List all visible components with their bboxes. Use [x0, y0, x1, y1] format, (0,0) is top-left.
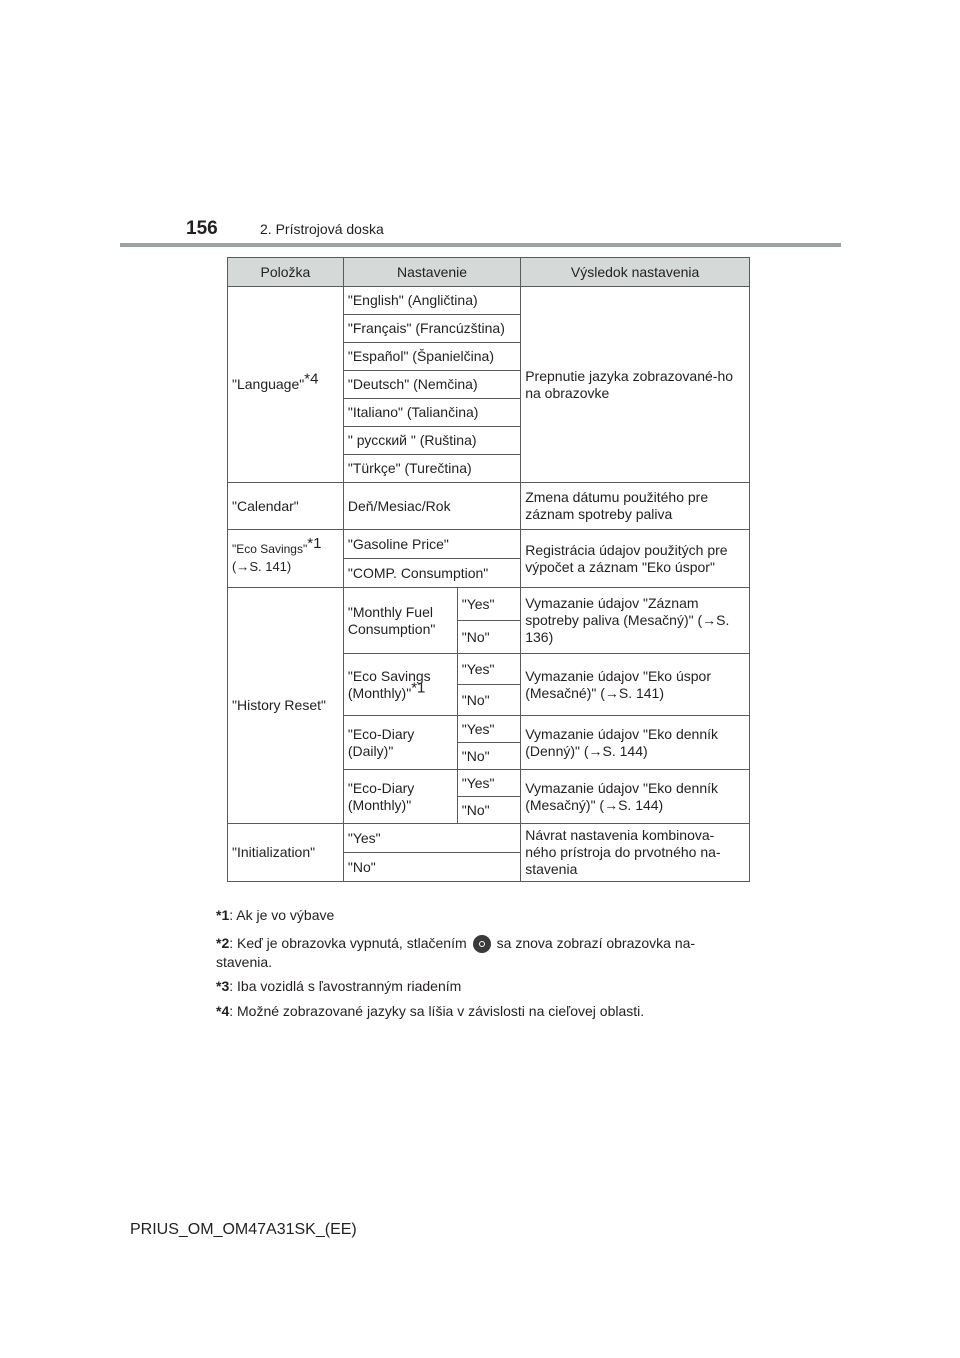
history-result: Vymazanie údajov "Eko denník (Denný)" (→S. 144) [521, 716, 750, 770]
language-option: " русский " (Ruština) [343, 427, 520, 455]
header-rule [120, 243, 841, 247]
footnote-3: *3: Iba vozidlá s ľavostranným riadením [216, 978, 462, 994]
language-option: "Deutsch" (Nemčina) [343, 371, 520, 399]
table-header-row [228, 258, 750, 287]
language-option: "Español" (Španielčina) [343, 343, 520, 371]
history-yes: "Yes" [457, 588, 520, 621]
page-number: 156 [186, 218, 218, 239]
table-row [228, 287, 750, 315]
history-yes: "Yes" [457, 654, 520, 685]
header-item: Položka [228, 258, 344, 287]
history-no: "No" [457, 743, 520, 770]
section-title: 2. Prístrojová doska [260, 221, 384, 237]
history-no: "No" [457, 621, 520, 654]
history-no: "No" [457, 797, 520, 824]
language-option: "Français" (Francúzština) [343, 315, 520, 343]
history-reset-item: "History Reset" [228, 588, 344, 824]
history-result: Vymazanie údajov "Záznam spotreby paliva (Mesačný)" (→S. 136) [521, 588, 750, 654]
eco-savings-option: "COMP. Consumption" [343, 559, 520, 588]
history-yes: "Yes" [457, 716, 520, 743]
language-item: "Language"$^{*4}$ [228, 287, 344, 483]
eco-savings-result: Registrácia údajov použitých pre výpočet a záznam "Eko úspor" [521, 530, 750, 588]
history-yes: "Yes" [457, 770, 520, 797]
table-row [228, 588, 750, 621]
history-group-label: "Eco-Diary (Daily)" [343, 716, 457, 770]
language-result: Prepnutie jazyka zobrazované-ho na obrazovke [521, 287, 750, 483]
eco-savings-item: "Eco Savings"$^{*1}$ (→S. 141) [228, 530, 344, 588]
initialization-item: "Initialization" [228, 824, 344, 882]
table-row [228, 824, 750, 853]
initialization-option: "Yes" [343, 824, 520, 853]
header-setting: Nastavenie [343, 258, 520, 287]
header-result: Výsledok nastavenia [521, 258, 750, 287]
odo-trip-button-icon [473, 935, 491, 953]
calendar-setting: Deň/Mesiac/Rok [343, 483, 520, 530]
footnote-1: *1: Ak je vo výbave [216, 907, 335, 923]
language-option: "Italiano" (Taliančina) [343, 399, 520, 427]
footnote-2: *2: Keď je obrazovka vypnutá, stlačením sa znova zobrazí obrazovka na-stavenia. [216, 935, 696, 971]
eco-savings-option: "Gasoline Price" [343, 530, 520, 559]
history-result: Vymazanie údajov "Eko úspor (Mesačné)" (→S. 141) [521, 654, 750, 716]
table-row [228, 483, 750, 530]
settings-table [227, 257, 750, 882]
table-row [228, 530, 750, 559]
history-result: Vymazanie údajov "Eko denník (Mesačný)" (→S. 144) [521, 770, 750, 824]
language-option: "Türkçe" (Turečtina) [343, 455, 520, 483]
initialization-option: "No" [343, 853, 520, 882]
footnote-4: *4: Možné zobrazované jazyky sa líšia v závislosti na cieľovej oblasti. [216, 1003, 645, 1019]
calendar-item: "Calendar" [228, 483, 344, 530]
document-id: PRIUS_OM_OM47A31SK_(EE) [130, 1221, 357, 1238]
history-group-label: "Eco Savings (Monthly)"$^{*1}$ [343, 654, 457, 716]
calendar-result: Zmena dátumu použitého pre záznam spotreby paliva [521, 483, 750, 530]
initialization-result: Návrat nastavenia kombinova-ného prístroja do prvotného na-stavenia [521, 824, 750, 882]
history-group-label: "Eco-Diary (Monthly)" [343, 770, 457, 824]
history-group-label: "Monthly Fuel Consumption" [343, 588, 457, 654]
history-no: "No" [457, 685, 520, 716]
language-option: "English" (Angličtina) [343, 287, 520, 315]
